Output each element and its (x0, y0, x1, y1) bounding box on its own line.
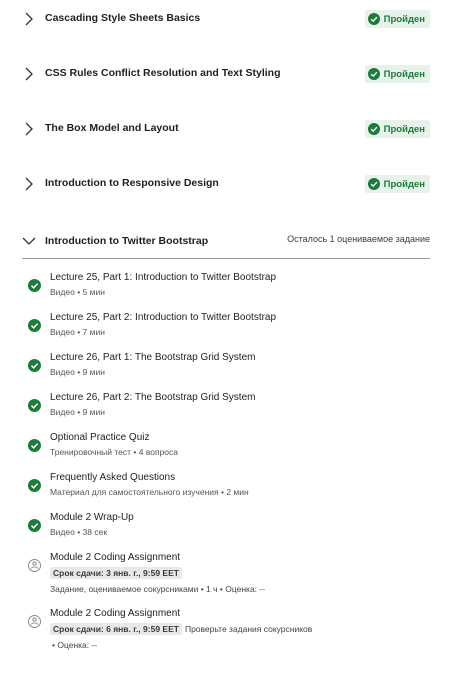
item-title: Lecture 26, Part 2: The Bootstrap Grid System (50, 392, 256, 403)
check-circle-icon (368, 123, 380, 135)
completed-badge: Пройден (365, 65, 430, 83)
item-meta: Видео • 5 мин (50, 287, 105, 297)
item-title: Lecture 25, Part 2: Introduction to Twitter Bootstrap (50, 312, 277, 323)
due-row (50, 567, 182, 579)
check-circle-icon (28, 519, 41, 532)
item-meta: Видео • 7 мин (50, 327, 105, 337)
item-title: Lecture 26, Part 1: The Bootstrap Grid System (50, 352, 256, 363)
divider (22, 258, 430, 259)
review-peers-text: Проверьте задания сокурсников (184, 624, 313, 634)
module-title: Cascading Style Sheets Basics (45, 12, 201, 24)
chevron-right-icon (24, 12, 34, 26)
module-title: Introduction to Twitter Bootstrap (45, 235, 209, 247)
item-title: Module 2 Wrap-Up (50, 512, 134, 523)
chevron-right-icon (24, 177, 34, 191)
module-row-box-model[interactable] (0, 110, 452, 150)
item-meta: Тренировочный тест • 4 вопроса (50, 447, 179, 457)
due-date-badge: Срок сдачи: 3 янв. г., 9:59 EET (50, 567, 182, 579)
completed-badge: Пройден (365, 120, 430, 138)
item-meta: Видео • 38 сек (50, 527, 108, 537)
completed-badge: Пройден (365, 175, 430, 193)
check-circle-icon (28, 319, 41, 332)
item-title: Frequently Asked Questions (50, 472, 176, 483)
peer-review-icon (28, 615, 41, 628)
module-row-bootstrap[interactable] (0, 228, 452, 260)
chevron-down-icon (22, 236, 36, 246)
item-meta: Материал для самостоятельного изучения • 2 мин (50, 487, 249, 497)
due-row (50, 623, 312, 635)
module-title: The Box Model and Layout (45, 122, 179, 134)
due-date-badge: Срок сдачи: 6 янв. г., 9:59 EET (50, 623, 182, 635)
peer-review-icon (28, 559, 41, 572)
item-title: Module 2 Coding Assignment (50, 552, 181, 563)
chevron-right-icon (24, 122, 34, 136)
module-row-css-conflict[interactable] (0, 55, 452, 95)
item-title: Optional Practice Quiz (50, 432, 150, 443)
item-title: Module 2 Coding Assignment (50, 608, 181, 619)
item-meta: Видео • 9 мин (50, 367, 105, 377)
remaining-graded-text: Осталось 1 оцениваемое задание (287, 234, 430, 244)
module-row-css-basics[interactable] (0, 0, 452, 40)
module-title: CSS Rules Conflict Resolution and Text Styling (45, 67, 281, 79)
item-meta: Видео • 9 мин (50, 407, 105, 417)
chevron-right-icon (24, 67, 34, 81)
completed-badge: Пройден (365, 10, 430, 28)
item-meta: • Оценка: -- (52, 640, 98, 650)
module-title: Introduction to Responsive Design (45, 177, 219, 189)
item-title: Lecture 25, Part 1: Introduction to Twitter Bootstrap (50, 272, 277, 283)
check-circle-icon (28, 439, 41, 452)
check-circle-icon (28, 479, 41, 492)
check-circle-icon (368, 178, 380, 190)
check-circle-icon (368, 13, 380, 25)
check-circle-icon (28, 399, 41, 412)
check-circle-icon (28, 279, 41, 292)
item-meta: Задание, оцениваемое сокурсниками • 1 ч • Оценка: -- (50, 584, 266, 594)
module-row-responsive[interactable] (0, 165, 452, 205)
check-circle-icon (368, 68, 380, 80)
check-circle-icon (28, 359, 41, 372)
